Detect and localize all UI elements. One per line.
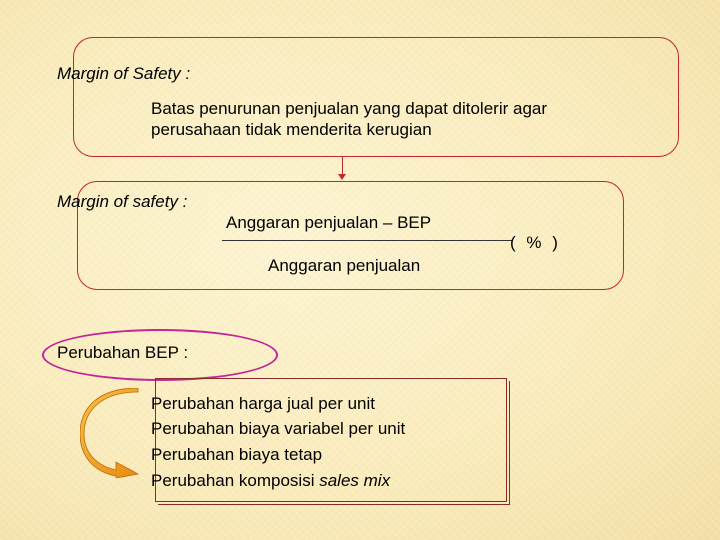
formula-denominator: Anggaran penjualan [268,256,421,275]
curved-arrow-icon [80,388,140,478]
list-item [151,393,375,414]
definition-text-line2: perusahaan tidak menderita kerugian [151,120,432,139]
arrow-down-icon [338,174,346,180]
definition-title: Margin of Safety : [57,64,191,83]
fraction-line [222,240,512,241]
list-item-italic-text: sales mix [319,471,391,490]
definition-text-line1: Batas penurunan penjualan yang dapat ditolerir agar [151,99,548,118]
connector-line [342,156,343,175]
formula-label: Margin of safety : [57,192,188,211]
list-item-text: Perubahan biaya tetap [151,445,323,464]
list-item [151,444,322,465]
formula-numerator: Anggaran penjualan – BEP [226,213,432,232]
list-item-text: Perubahan biaya variabel per unit [151,419,406,438]
list-item-text: Perubahan komposisi [151,471,320,490]
formula-unit: ( % ) [510,233,561,252]
bep-change-title: Perubahan BEP : [57,343,189,362]
list-item [151,470,390,491]
list-item [151,418,405,439]
list-item-text: Perubahan harga jual per unit [151,394,375,413]
